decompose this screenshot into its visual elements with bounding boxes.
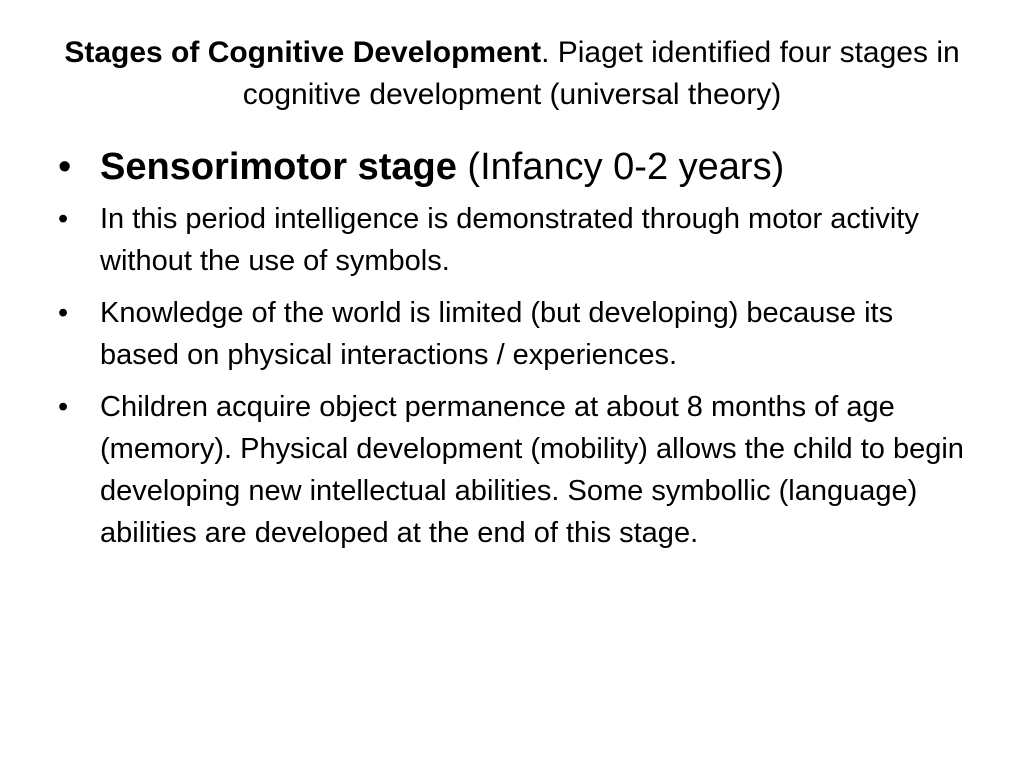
slide-title-bold: Stages of Cognitive Development <box>64 36 542 69</box>
list-item <box>58 198 978 282</box>
bullet-icon: • <box>58 203 69 235</box>
stage-name: Sensorimotor stage <box>100 146 457 188</box>
slide-title <box>40 32 984 116</box>
list-item <box>58 292 978 376</box>
bullet-icon: • <box>58 391 69 423</box>
list-item <box>58 386 978 554</box>
bullet-text: Knowledge of the world is limited (but developing) because its based on physical interactions / experiences. <box>100 297 894 371</box>
list-item-sensorimotor <box>58 140 978 194</box>
bullet-text: In this period intelligence is demonstrated through motor activity without the use of symbols. <box>100 203 919 277</box>
stage-age-range: (Infancy 0-2 years) <box>456 146 785 188</box>
bullet-icon: • <box>58 297 69 329</box>
slide-title-rest: . Piaget identified four stages in cognitive development (universal theory) <box>242 36 960 111</box>
bullet-text: Children acquire object permanence at about 8 months of age (memory). Physical development (mobility) allows the child to begin developing new intellectual abilities. Some symbollic (language) abilities are developed at the end of this stage. <box>100 391 964 549</box>
bullet-icon: • <box>58 146 72 188</box>
bullet-list <box>58 140 978 564</box>
